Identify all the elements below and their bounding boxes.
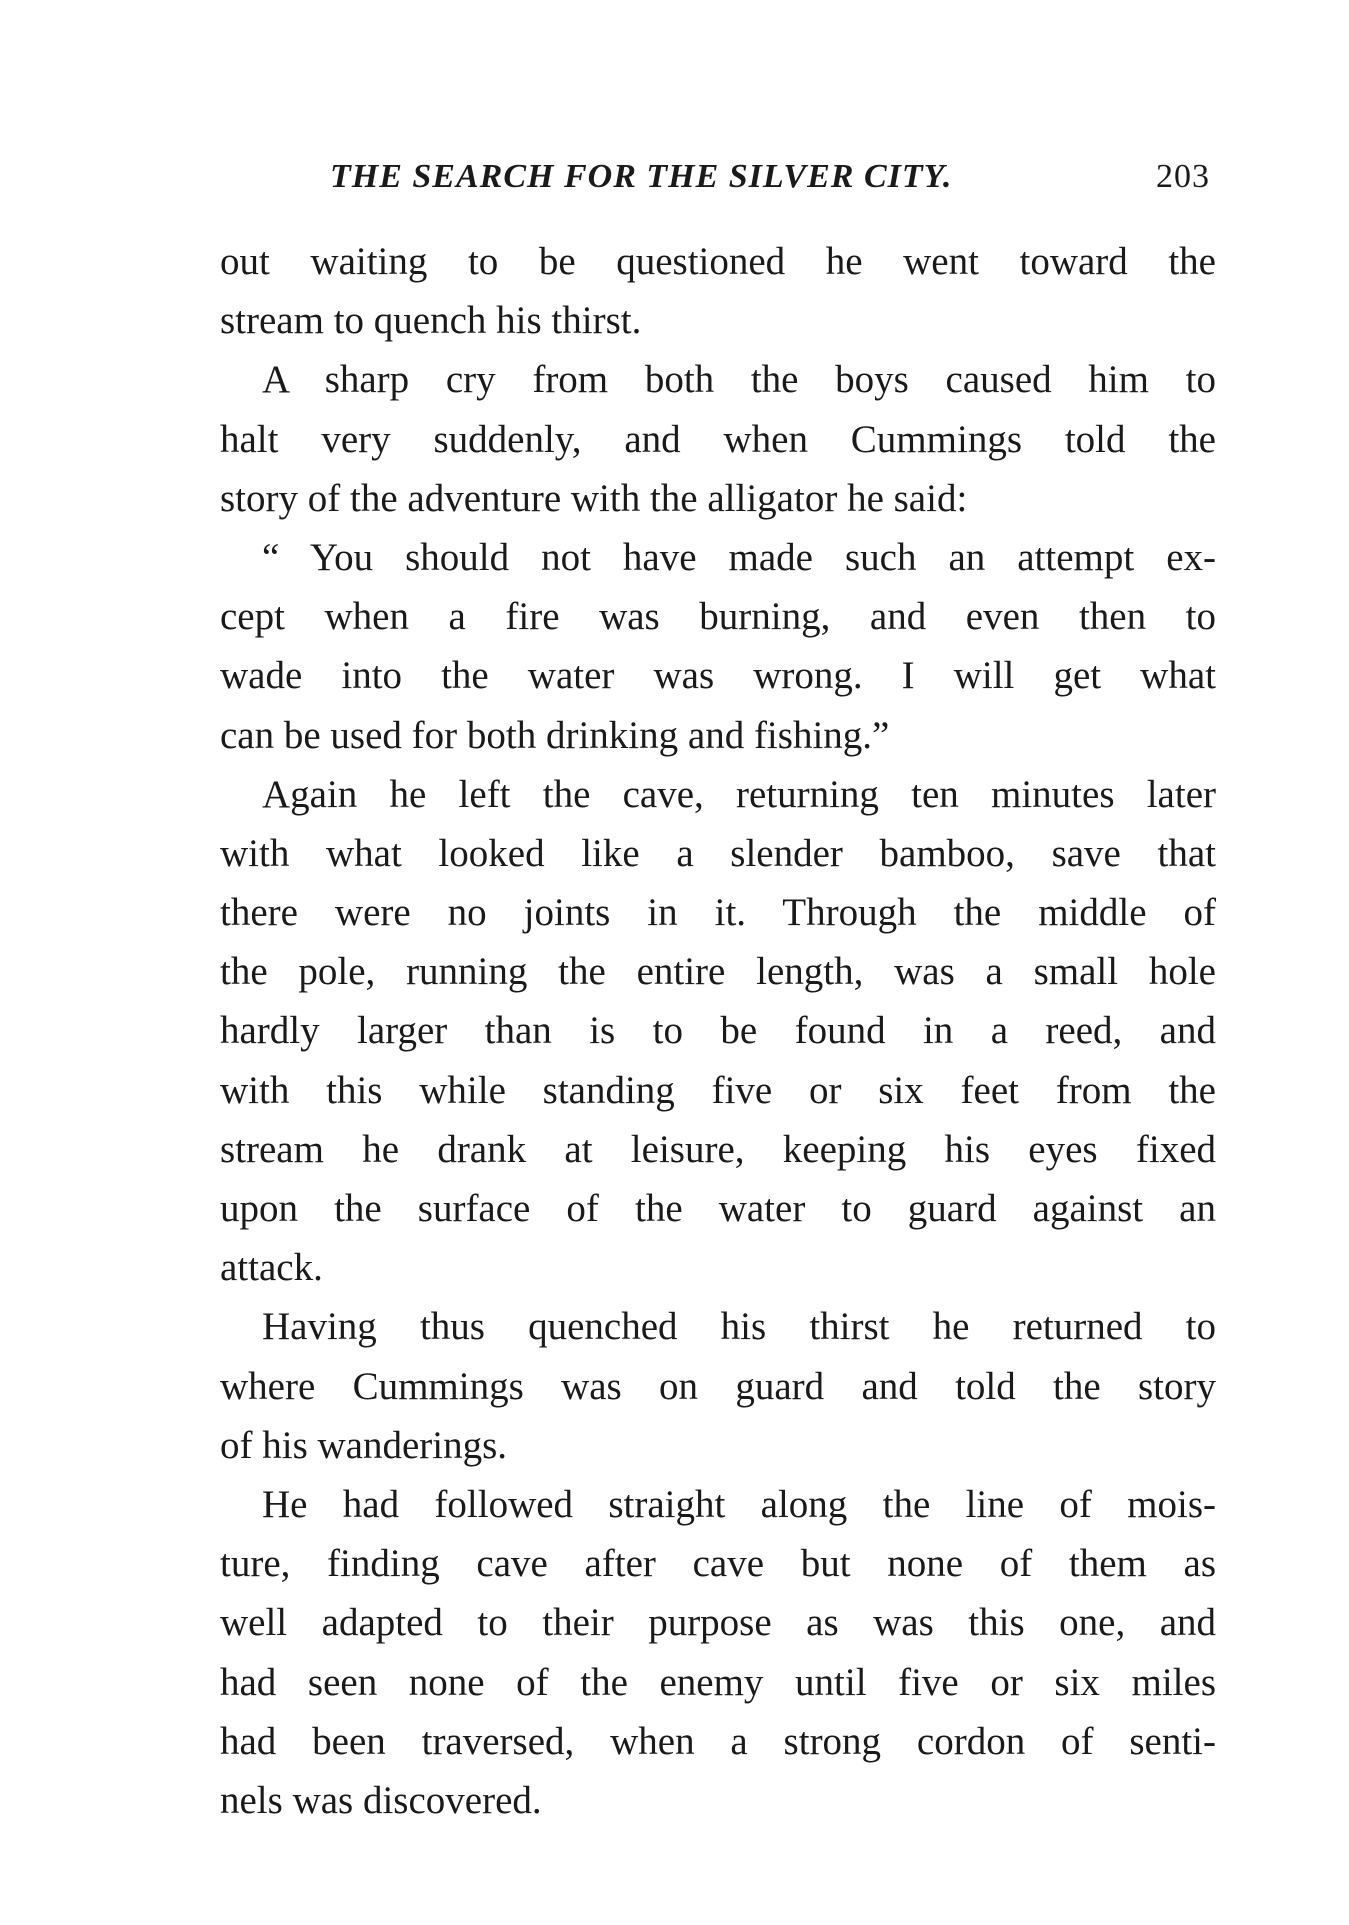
text-line: attack. [220, 1246, 323, 1290]
text-line: where Cummings was on guard and told the story [220, 1364, 1216, 1408]
text-line: of his wanderings. [220, 1423, 508, 1467]
text-line: stream to quench his thirst. [220, 299, 642, 343]
text-line: had been traversed, when a strong cordon of senti- [220, 1719, 1216, 1763]
text-line: “ You should not have made such an attempt ex- [262, 535, 1216, 579]
running-title: THE SEARCH FOR THE SILVER CITY. [330, 158, 953, 195]
text-line: out waiting to be questioned he went toward the [220, 240, 1216, 283]
text-line: can be used for both drinking and fishing.” [220, 713, 890, 757]
text-line: Having thus quenched his thirst he returned to [262, 1305, 1216, 1349]
text-line: wade into the water was wrong. I will get what [220, 654, 1216, 698]
text-line: with what looked like a slender bamboo, save that [220, 831, 1216, 875]
text-line: there were no joints in it. Through the middle of [220, 891, 1216, 935]
text-line: upon the surface of the water to guard against an [220, 1187, 1216, 1230]
text-line: hardly larger than is to be found in a reed, and [220, 1009, 1216, 1053]
text-line: had seen none of the enemy until five or six miles [220, 1660, 1216, 1704]
text-line: the pole, running the entire length, was a small hole [220, 950, 1216, 994]
text-line: ture, finding cave after cave but none of them as [220, 1542, 1216, 1586]
running-head [330, 150, 1210, 210]
text-line: story of the adventure with the alligator he said: [220, 476, 968, 520]
text-line: well adapted to their purpose as was this one, and [220, 1601, 1216, 1645]
text-line: A sharp cry from both the boys caused him to [262, 358, 1216, 402]
text-line: cept when a fire was burning, and even then to [220, 595, 1216, 639]
text-line: halt very suddenly, and when Cummings told the [220, 417, 1216, 461]
page-number: 203 [1156, 158, 1210, 195]
text-line: nels was discovered. [220, 1778, 542, 1822]
text-line: He had followed straight along the line of mois- [262, 1482, 1216, 1526]
body-text [220, 232, 1216, 1830]
text-line: Again he left the cave, returning ten minutes later [262, 772, 1216, 816]
text-line: with this while standing five or six feet from the [220, 1068, 1216, 1112]
text-line: stream he drank at leisure, keeping his eyes fixed [220, 1127, 1216, 1171]
